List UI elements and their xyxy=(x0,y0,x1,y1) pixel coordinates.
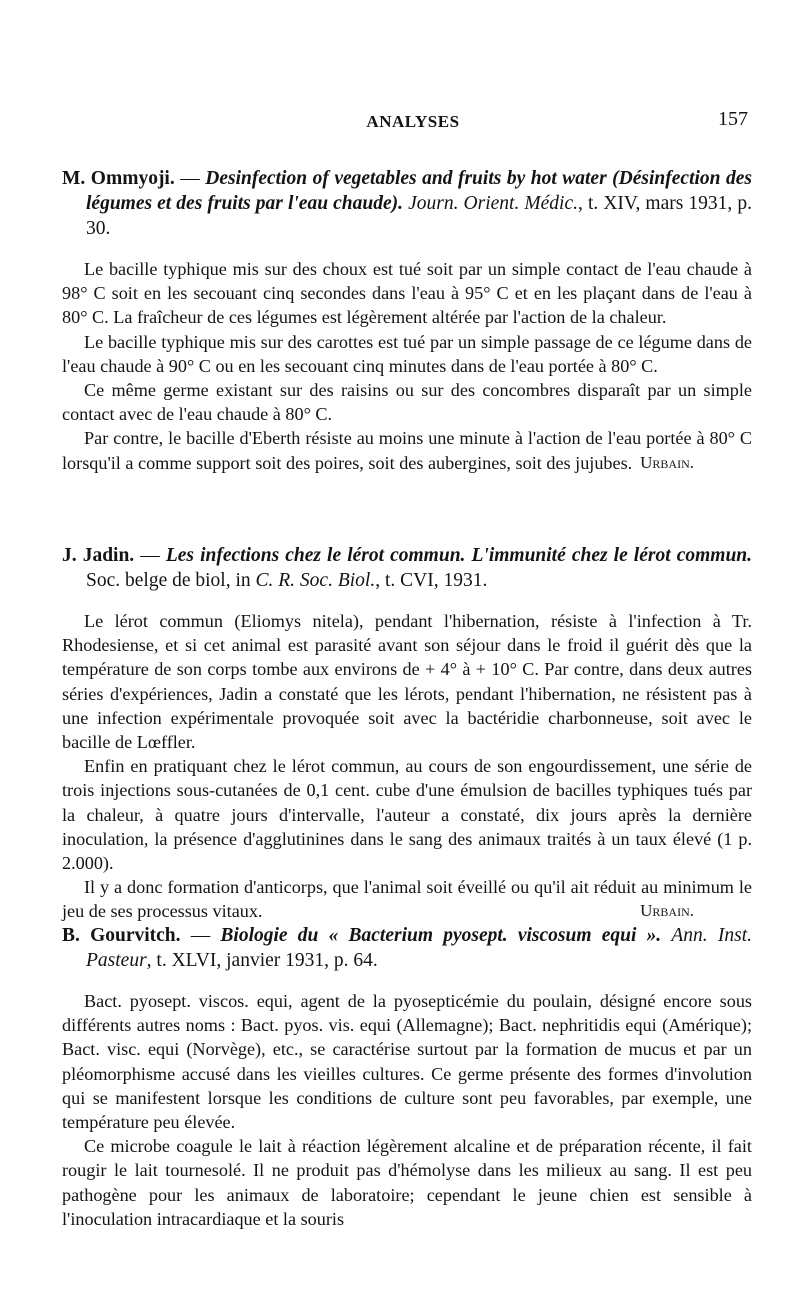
entry-author: M. Ommyoji. xyxy=(62,168,175,189)
entry-heading xyxy=(62,543,752,593)
entry-body xyxy=(62,989,752,1231)
entry-title: Biologie du « Bacterium pyosept. viscosum equi ». xyxy=(220,925,662,946)
entry-citation-pre xyxy=(661,925,671,946)
entry-signature: Urbain. xyxy=(640,901,694,921)
entry-journal: Journ. Orient. Médic. xyxy=(408,193,579,214)
entry-heading xyxy=(62,166,752,241)
running-head xyxy=(62,108,748,138)
entry-paragraph-text: Par contre, le bacille d'Eberth résiste au moins une minute à l'action de l'eau portée à 80° C lorsqu'il a comme support soit des poires, soit des aubergines, soit des jujubes. xyxy=(62,428,752,473)
entry-author: J. Jadin. xyxy=(62,545,135,566)
entry-paragraph: Ce même germe existant sur des raisins ou sur des concombres disparaît par un simple contact avec de l'eau chaude à 80° C. xyxy=(62,380,752,425)
running-title: ANALYSES xyxy=(366,112,460,131)
entry-journal: C. R. Soc. Biol. xyxy=(255,570,376,591)
entry-author: B. Gourvitch. xyxy=(62,925,181,946)
entry-paragraph: Le bacille typhique mis sur des choux est tué soit par un simple contact de l'eau chaude à 98° C soit en les secouant cinq secondes dans l'eau à 95° C et en les plaçant dans de l'eau à 80° C. La fraîcheur de ces légumes est légèrement altérée par l'action de la chaleur. xyxy=(62,259,752,328)
entry-paragraph-last xyxy=(62,426,752,474)
entry-dash: — xyxy=(174,168,206,189)
review-entry-jadin xyxy=(62,543,752,924)
entry-body xyxy=(62,257,752,475)
entry-body xyxy=(62,609,752,924)
entry-paragraph: Le lérot commun (Eliomys nitela), pendant l'hibernation, résiste à l'infection à Tr. Rhodesiense, et si cet animal est parasité avant son séjour dans le froid il guérit dès que la température de son corps tombe aux environs de + 4° à + 10° C. Par contre, dans deux autres séries d'expériences, Jadin a constaté que les lérots, pendant l'hibernation, ne résistent pas à une infection expérimentale provoquée soit avec la bactéridie charbonneuse, soit avec le bacille de Lœffler. xyxy=(62,611,752,753)
entry-title: Les infections chez le lérot commun. L'immunité chez le lérot commun. xyxy=(165,545,753,566)
entry-heading xyxy=(62,923,752,973)
entry-paragraph-last xyxy=(62,875,752,923)
entry-journal: Ann. Inst. Pasteur xyxy=(86,925,752,971)
entry-paragraph: Bact. pyosept. viscos. equi, agent de la pyosepticémie du poulain, désigné encore sous différents autres noms : Bact. pyos. vis. equi (Allemagne); Bact. nephritidis equi (Amérique); Bact. visc. equi (Norvège), etc., se caractérise surtout par la formation de mucus et par un pléomorphisme accusé dans les vieilles cultures. Ce germe présente des formes d'involution qui se manifestent lorsque les conditions de culture sont peu favorables, par exemple, une température peu élevée. xyxy=(62,991,752,1133)
entry-paragraph: Ce microbe coagule le lait à réaction légèrement alcaline et de préparation récente, il fait rougir le lait tournesolé. Il ne produit pas d'hémolyse dans les milieux au sang. Il est peu pathogène pour les animaux de laboratoire; cependant le jeune chien est sensible à l'inoculation intracardiaque et la souris xyxy=(62,1136,752,1229)
entry-citation-pre: Soc. belge de biol, in xyxy=(86,570,256,591)
entry-signature: Urbain. xyxy=(640,452,694,472)
entry-title: Desinfection of vegetables and fruits by hot water (Désinfection des légumes et des fruits par l'eau chaude). xyxy=(86,168,752,214)
entry-dash: — xyxy=(134,545,166,566)
entry-citation-post: , t. CVI, 1931. xyxy=(375,570,488,591)
entry-dash: — xyxy=(180,925,221,946)
page-number: 157 xyxy=(718,108,748,130)
entry-citation-post: , t. XLVI, janvier 1931, p. 64. xyxy=(146,950,378,971)
review-entry-ommyoji xyxy=(62,166,752,475)
review-entry-gourvitch xyxy=(62,923,752,1231)
entry-paragraph: Enfin en pratiquant chez le lérot commun, au cours de son engourdissement, une série de trois injections sous-cutanées de 0,1 cent. cube d'une émulsion de bacilles typhiques tués par la chaleur, à quatre jours d'intervalle, l'auteur a constaté, dix jours après la dernière inoculation, la présence d'agglutinines dans le sang des animaux traités à un taux élevé (1 p. 2.000). xyxy=(62,756,752,874)
entry-paragraph: Le bacille typhique mis sur des carottes est tué par un simple passage de ce légume dans de l'eau chaude à 90° C ou en les secouant cinq minutes dans de l'eau portée à 80° C. xyxy=(62,331,752,376)
entry-citation-post: , t. XIV, mars 1931, p. 30. xyxy=(86,193,752,239)
entry-paragraph-text: Il y a donc formation d'anticorps, que l'animal soit éveillé ou qu'il ait réduit au minimum le jeu de ses processus vitaux. xyxy=(62,877,752,922)
